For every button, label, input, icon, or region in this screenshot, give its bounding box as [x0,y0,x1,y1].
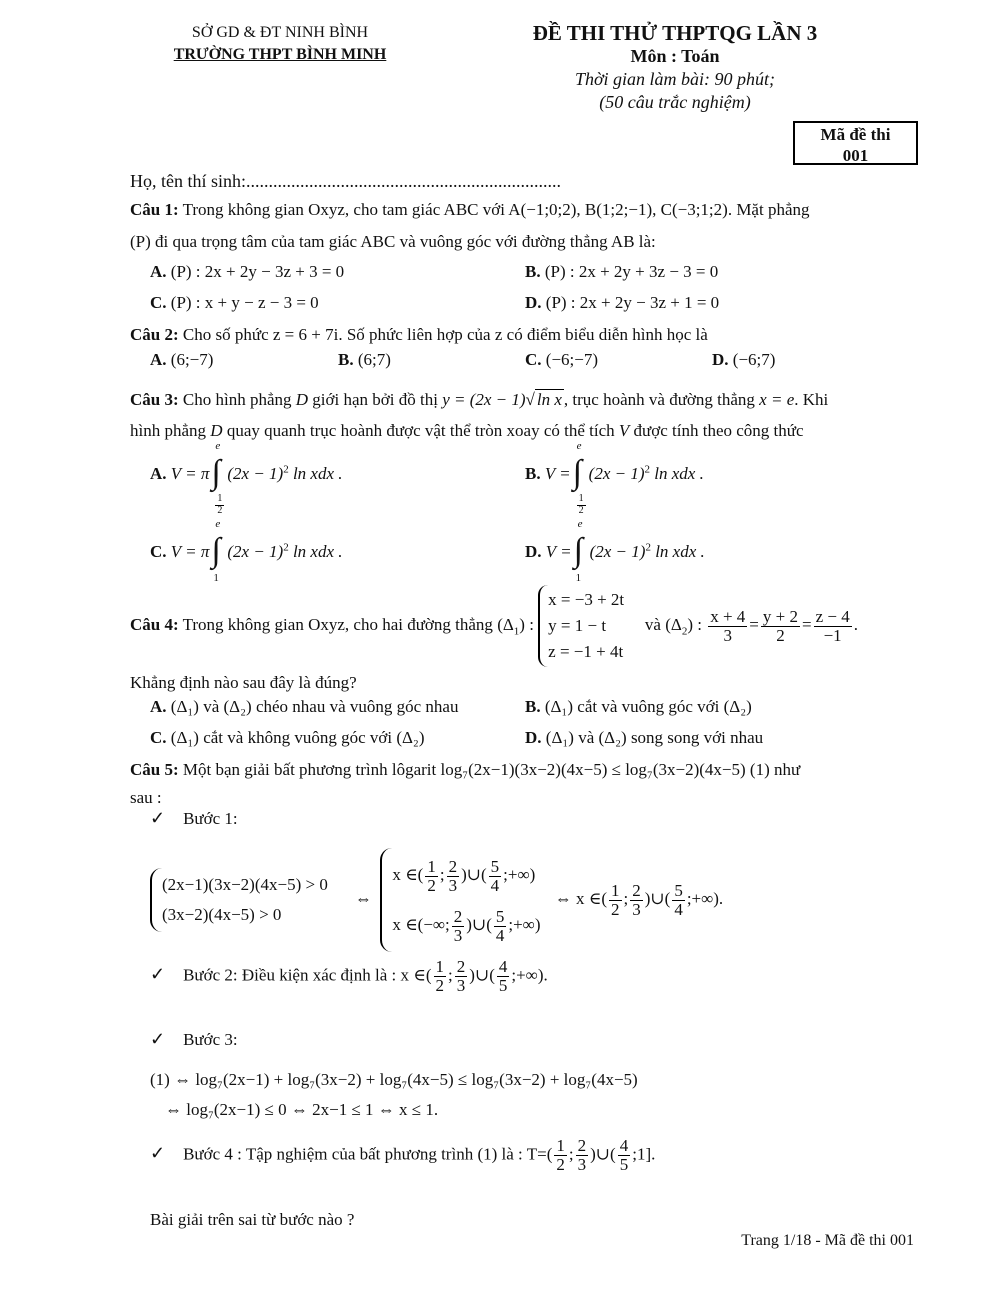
q4-sys-y: y = 1 − t [548,616,607,635]
q5-s1-a-f2d: 3 [448,875,458,895]
q3-a-square: 2 [283,463,289,476]
exam-code-box [793,121,918,165]
q3-c-integrand: (2x − 1) [227,541,284,561]
q5-s1-in-a: x ∈ [392,865,418,884]
q5-s1-a-f3d: 4 [490,875,500,895]
q5-step1 [150,808,238,829]
q5-s2-f3n: 4 [498,957,508,976]
q5-s1-a-f1d: 2 [427,875,436,895]
q3-region-d: D [295,390,309,409]
check-icon: ✓ [150,964,166,985]
q5-s4-f2n: 2 [577,1136,587,1155]
q5-s1-s2-line1: x ∈( $\frac{1}{2}$ ; $\frac{2}{3}$ )∪( $\frac{5}{4}$ ;+∞) [392,856,536,895]
q5-step3-label: Bước 3: [183,1030,238,1049]
q2-option-d[interactable]: D. (−6;7) [712,350,776,369]
q5-question: Bài giải trên sai từ bước nào ? [150,1210,355,1229]
q3-a-lower-n: 1 [217,493,223,504]
q5-s4-t: T= [526,1144,547,1164]
q5-s1-s2-line2: x ∈(−∞; $\frac{2}{3}$ )∪( $\frac{5}{4}$ ;+∞) [392,906,541,945]
q1-text-b: (P) đi qua trọng tâm của tam giác ABC và vuông góc với đường thẳng AB là: [130,232,656,251]
q5-s1-r-f2n: 2 [632,880,641,900]
check-icon: ✓ [150,1029,166,1049]
q4-f1-den: 3 [723,625,732,645]
q4-f2-den: 2 [776,625,785,645]
q3-volume-v: V [618,421,630,440]
q5-s4-f3d: 5 [619,1154,629,1174]
q1-option-b-text: (P) : 2x + 2y + 3z − 3 = 0 [544,262,719,281]
q3-a-upper: e [215,440,221,452]
q4-option-a[interactable]: A. (Δ₁) và (Δ₂) chéo nhau và vuông góc nhau [150,697,459,716]
q5-s1-system2 [380,848,550,952]
q4-line2-close: ) : [687,614,702,634]
q4-f1-num: x + 4 [710,606,746,626]
q5-label: Câu 5: [130,760,179,779]
page-footer: Trang 1/18 - Mã đề thi 001 [741,1232,914,1249]
q3-b-square: 2 [644,463,650,476]
q4-sys-x: x = −3 + 2t [548,590,625,609]
q4-f3-den: −1 [823,625,842,645]
q5-s4-f3n: 4 [619,1136,629,1155]
q3-b-tail: ln xdx . [654,463,704,483]
q3-x-eq: x = e [759,390,795,409]
q4-f2-num: y + 2 [762,606,798,626]
q4-question: Khẳng định nào sau đây là đúng? [130,673,357,692]
q4-line2-open: (Δ [665,614,682,634]
q5-s1-r-f1d: 2 [611,899,620,919]
q3-b-upper: e [576,440,582,452]
q4-line2-sub: 2 [681,625,688,638]
q1-option-c-text: (P) : x + y − z − 3 = 0 [170,293,319,312]
exam-time: Thời gian làm bài: 90 phút; [574,69,776,89]
q5-s1-a-f1n: 1 [427,856,436,876]
q5-s4-f1d: 2 [556,1154,565,1174]
q3-c-tail: ln xdx . [292,541,343,561]
exam-code: 001 [842,146,869,165]
q5-s1-in-b: x ∈ [392,915,418,934]
q5-s2-f2n: 2 [456,957,466,976]
q5-s4-cup: ∪ [595,1144,611,1164]
q1-option-a-text: (P) : 2x + 2y − 3z + 3 = 0 [170,262,345,281]
q3-b-lower-n: 1 [578,493,584,504]
q5-s1-a-inf: ;+∞ [503,865,530,884]
q4-option-d[interactable]: D. (Δ₁) và (Δ₂) song song với nhau [525,728,764,747]
q5-s2-f1n: 1 [435,957,445,976]
school-name: TRƯỜNG THPT BÌNH MINH [173,46,387,63]
q5-s1-r-f1n: 1 [611,880,620,900]
q3-region-d-2: D [210,421,223,440]
candidate-name-line: Họ, tên thí sinh:...................................................................... [130,171,561,191]
exam-title: ĐỀ THI THỬ THPTQG LẦN 3 [532,21,818,45]
department: SỞ GD & ĐT NINH BÌNH [191,24,369,41]
q5-s1-r-f3n: 5 [674,880,683,900]
q2-option-c[interactable]: C. (−6;−7) [525,350,599,369]
q1-text-a: Trong không gian Oxyz, cho tam giác ABC với A(−1;0;2), B(1;2;−1), C(−3;1;2). Mặt phẳng [182,200,810,219]
q3-option-c[interactable]: C. V = π e ∫ 1 $(2x - 1)^2$ ln xdx . [150,518,343,584]
sqrt-icon: √ [525,390,535,409]
q4-sys-z: z = −1 + 4t [548,642,624,661]
q3-c-square: 2 [283,541,289,554]
q5-s4-f2d: 3 [577,1154,587,1174]
q3-d-lhs: V = [545,541,572,561]
q3-b-integrand: (2x − 1) [588,463,645,483]
q2-option-a[interactable]: A. (6;−7) [150,350,214,369]
q5-s2-in: x ∈ [400,965,426,985]
q1-option-b[interactable]: B. (P) : 2x + 2y + 3z − 3 = 0 [525,262,719,281]
q4-option-c-text: (Δ₁) cắt và không vuông góc với (Δ₂) [170,728,425,747]
q3-text-b2: quay quanh trục hoành được vật thể tròn xoay có thể tích [226,421,615,440]
q5-s1-a-f3n: 5 [490,856,500,876]
q5-s2-inf: ;+∞ [511,965,538,985]
q3-text-b1: hình phẳng [130,421,207,440]
q5-s1-system [150,868,338,932]
q4-option-b-text: (Δ₁) cắt và vuông góc với (Δ₂) [544,697,752,716]
q2-text: Cho số phức z = 6 + 7i. Số phức liên hợp của z có điểm biểu diễn hình học là [182,325,708,344]
q3-b-lhs: V = [544,463,571,483]
q5-s1-r-cup: ∪ [650,888,665,908]
q4-option-b[interactable]: B. (Δ₁) cắt và vuông góc với (Δ₂) [525,697,752,716]
q4-line1-sub: 1 [513,625,520,638]
q4-line1-close: ) : [519,614,534,634]
q3-d-lower: 1 [575,572,582,584]
q5-text-line1 [130,760,800,780]
q3-sqrt-body: ln x [536,390,562,409]
q5-inequality: log₇(2x−1)(3x−2)(4x−5) ≤ log₇(3x−2)(4x−5) (1) [440,760,770,779]
header-left [130,22,430,66]
q3-a-lower-d: 2 [217,504,223,516]
q5-s3-line2: ⇔ log₇(2x−1) ≤ 0 ⇔ 2x−1 ≤ 1 ⇔ x ≤ 1. [165,1100,439,1119]
q5-s1-r-f2d: 3 [632,899,641,919]
integral-icon: e ∫ $\frac{1}{2}$ [572,440,584,516]
q5-s1-b-f2d: 4 [495,925,505,945]
q5-s1-b-f1d: 3 [453,925,463,945]
q4-line1-open: (Δ [497,614,514,634]
q3-d-integrand: (2x − 1) [589,541,646,561]
check-icon: ✓ [150,808,166,828]
q5-step2-label: Bước 2: Điều kiện xác định là : [183,965,397,985]
q5-s1-a-f2n: 2 [448,856,458,876]
q1-option-a[interactable]: A. (P) : 2x + 2y − 3z + 3 = 0 [150,262,345,281]
q4-text: Trong không gian Oxyz, cho hai đường thẳng [182,614,493,634]
q1-option-d-text: (P) : 2x + 2y − 3z + 1 = 0 [545,293,720,312]
q5-s1-b-inf: ;+∞ [508,915,535,934]
q5-s1-sys-line1: (2x−1)(3x−2)(4x−5) > 0 [162,875,328,894]
q3-text-a1: Cho hình phẳng [182,390,292,409]
q3-label: Câu 3: [130,390,179,409]
q5-s1-sys-line2: (3x−2)(4x−5) > 0 [162,905,282,924]
q2-text-line [130,325,708,345]
q5-s1-b-f2n: 5 [495,906,505,926]
q2-option-a-text: (6;−7) [170,350,214,369]
q4-f3-num: z − 4 [815,606,850,626]
q5-s1-iff2: ⇔ [554,888,572,908]
q5-s2-f3d: 5 [498,975,508,995]
q5-step1-math: (2x−1)(3x−2)(4x−5) > 0 (3x−2)(4x−5) > 0 ⇔ x ∈( $\frac{1}{2}$ ; $\frac{2}{3}$ )∪( $\frac{5}{4}$ ;+∞) x ∈(−∞; $\frac{2}{3}$ )∪( $\frac{5}{4}$ ;+∞) ⇔ x ∈( $\frac{1}{2}$ ; $\frac{2}{3}$ )∪( $\frac{5}{4}$ ;+∞). [150,848,723,952]
q5-s1-result-in: x ∈ [575,888,602,908]
exam-code-label: Mã đề thi [820,125,891,144]
q5-step1-label: Bước 1: [183,809,238,828]
q2-option-b[interactable]: B. (6;7) [338,350,391,369]
q3-text-line1 [130,390,828,410]
q1-option-d[interactable]: D. (P) : 2x + 2y − 3z + 1 = 0 [525,293,720,312]
q3-c-lhs: V = π [170,541,210,561]
exam-count: (50 câu trắc nghiệm) [599,92,751,112]
q3-c-upper: e [215,518,221,530]
q5-s1-b-f1n: 2 [453,906,463,926]
q3-a-tail: ln xdx . [292,463,343,483]
q5-step2: ✓ Bước 2: Điều kiện xác định là : x ∈( $\frac{1}{2}$ ; $\frac{2}{3}$ )∪( $\frac{4}{5}$ ;+∞). [150,957,548,995]
q2-option-d-text: (−6;7) [732,350,776,369]
q5-s4-f1n: 1 [556,1136,565,1155]
q4-label: Câu 4: [130,614,179,634]
q5-s2-cup: ∪ [474,965,490,985]
q3-text-a2: giới hạn bởi đồ thị [312,390,438,409]
q5-s2-f1d: 2 [435,975,445,995]
integral-icon: e ∫ 1 [573,518,583,584]
q5-s4-one: 1 [636,1144,646,1164]
q3-option-a[interactable]: A. V = π e ∫ $\frac{1}{2}$ $(2x - 1)^2$ ln xdx . [150,440,343,516]
q3-d-upper: e [577,518,583,530]
q3-text-a4: . Khi [794,390,829,409]
q1-text-line1 [130,200,810,220]
check-icon: ✓ [150,1143,166,1164]
q5-s1-iff1: ⇔ [354,888,372,908]
q2-label: Câu 2: [130,325,179,344]
q5-s1-a-cup: ∪ [466,865,481,884]
q1-option-c[interactable]: C. (P) : x + y − z − 3 = 0 [150,293,319,312]
q4-option-c[interactable]: C. (Δ₁) cắt và không vuông góc với (Δ₂) [150,728,425,747]
q4-and: và [644,614,661,634]
q5-step3 [150,1029,238,1050]
q3-a-integrand: (2x − 1) [227,463,284,483]
q3-c-lower: 1 [213,572,219,584]
q4-option-a-text: (Δ₁) và (Δ₂) chéo nhau và vuông góc nhau [170,697,459,716]
q5-s2-f2d: 3 [456,975,466,995]
q5-step4-label: Bước 4 : Tập nghiệm của bất phương trình (1) là : [183,1144,523,1164]
q5-text-a: Một bạn giải bất phương trình lôgarit [182,760,437,779]
q3-b-lower-d: 2 [578,504,584,516]
q3-option-b[interactable]: B. V = e ∫ $\frac{1}{2}$ $(2x - 1)^2$ ln xdx . [525,440,704,516]
q1-label: Câu 1: [130,200,179,219]
q5-s1-b-neginf: −∞; [423,915,450,934]
q5-s3-line1: (1) ⇔ log₇(2x−1) + log₇(3x−2) + log₇(4x−5) ≤ log₇(3x−2) + log₇(4x−5) [150,1070,638,1089]
header-right [530,22,820,114]
q5-s1-b-cup: ∪ [471,915,487,934]
q4-statement: Câu 4: Trong không gian Oxyz, cho hai đường thẳng $(\Delta_1)$ : x = −3 + 2t y = 1 − t z = −1 + 4t và $(\Delta_2)$ : $\frac{x + 4}{3}$ = $\frac{y + 2}{2}$ = $\frac{z - 4}{-1}$ . [130,585,858,667]
q4-system [538,585,632,667]
q3-text-a3: , trục hoành và đường thẳng [563,390,755,409]
q5-text-b: sau : [130,788,162,807]
q5-text-a2: như [774,760,801,779]
q5-step4: ✓ Bước 4 : Tập nghiệm của bất phương trình (1) là : T=( $\frac{1}{2}$ ; $\frac{2}{3}$ )∪( $\frac{4}{5}$ ;1]. [150,1136,656,1174]
q5-s1-r-inf: ;+∞ [686,888,714,908]
integral-icon: e ∫ $\frac{1}{2}$ [211,440,223,516]
q2-option-c-text: (−6;−7) [545,350,599,369]
q3-text-line2 [130,421,804,441]
q3-y-eq: y = (2x − 1) [442,390,526,409]
q3-d-tail: ln xdx . [655,541,705,561]
exam-subject: Môn : Toán [630,46,720,66]
q2-option-b-text: (6;7) [357,350,391,369]
integral-icon: e ∫ 1 [211,518,221,584]
q3-d-square: 2 [645,541,651,554]
q3-a-lhs: V = π [170,463,210,483]
q4-option-d-text: (Δ₁) và (Δ₂) song song với nhau [545,728,764,747]
q3-text-b3: được tính theo công thức [633,421,804,440]
q3-option-d[interactable]: D. V = e ∫ 1 $(2x - 1)^2$ ln xdx . [525,518,705,584]
q5-s1-r-f3d: 4 [674,899,683,919]
